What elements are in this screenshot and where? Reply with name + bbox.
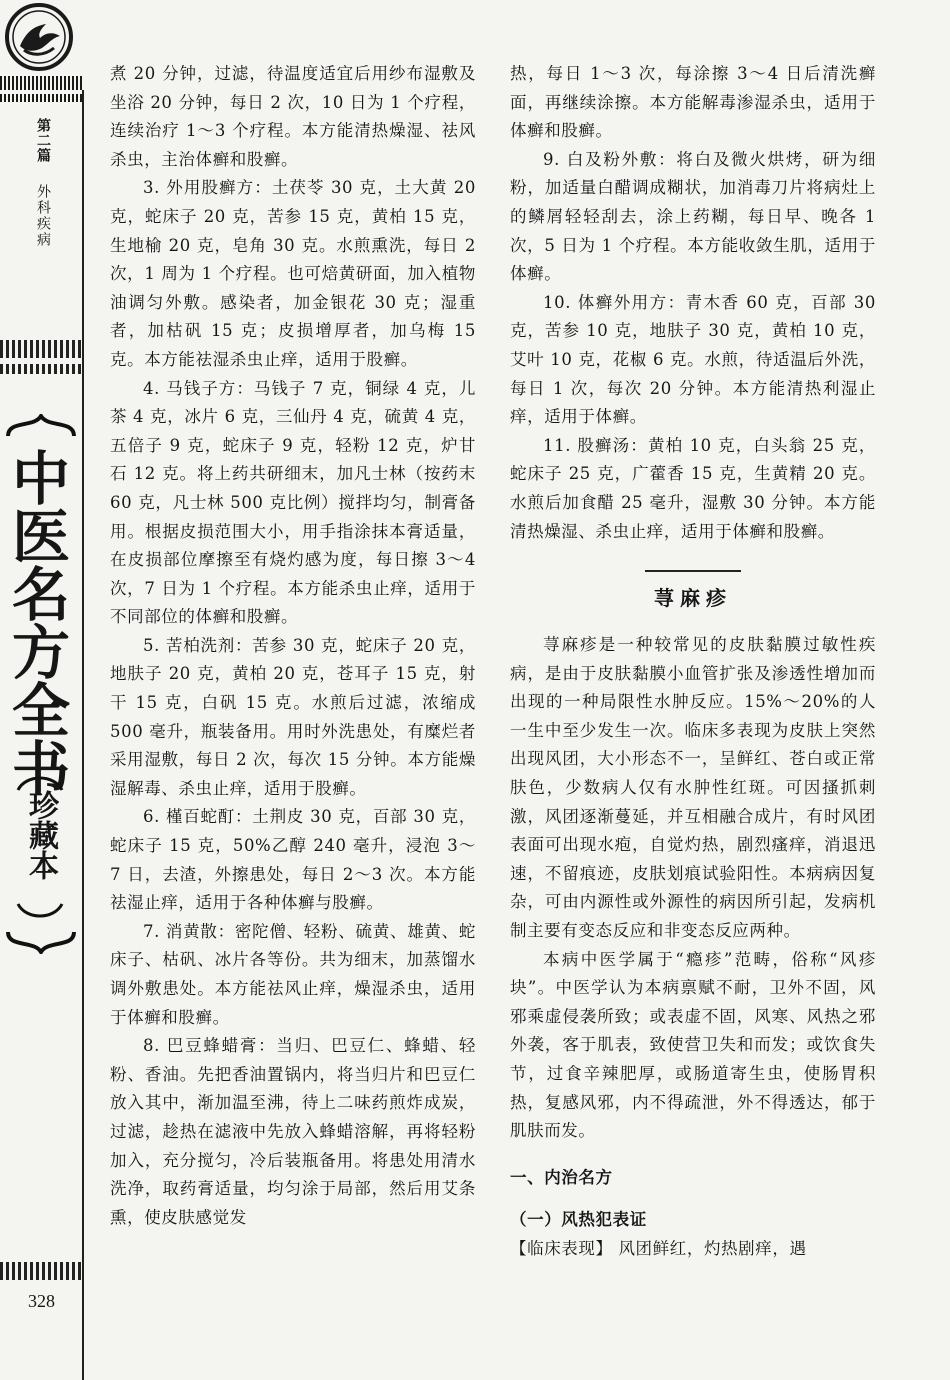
right-column xyxy=(510,60,876,1264)
brace-bottom-icon xyxy=(4,930,78,954)
decorative-dots xyxy=(0,1262,82,1280)
paragraph: 10. 体癣外用方：青木香 60 克，百部 30 克，苦参 10 克，地肤子 30 克，黄柏 10 克，艾叶 10 克，花椒 6 克。水煎，待适温后外洗，每日 1 次，每次 20 分钟。本方能清热利湿止痒，适用于体癣。 xyxy=(510,292,876,427)
paragraph: 6. 槿百蛇酊：土荆皮 30 克，百部 30 克，蛇床子 15 克，50%乙醇 240 毫升，浸泡 3～7 日，去渣，外擦患处，每日 2～3 次。本方能祛湿止痒，适用于各种体癣与股癣。 xyxy=(110,807,476,913)
subpart-label: 外科疾病 xyxy=(35,184,51,248)
paragraph: 煮 20 分钟，过滤，待温度适宜后用纱布湿敷及坐浴 20 分钟，每日 2 次，10 日为 1 个疗程，连续治疗 1～3 个疗程。本方能清热燥湿、祛风杀虫，主治体癣和股癣。 xyxy=(110,64,476,169)
decorative-dots xyxy=(0,364,82,374)
paragraph: 热，每日 1～3 次，每涂擦 3～4 日后清洗癣面，再继续涂擦。本方能解毒渗湿杀虫，适用于体癣和股癣。 xyxy=(510,64,876,141)
part-label: 第二篇 xyxy=(35,118,51,163)
left-column xyxy=(110,60,476,1232)
paragraph: 7. 消黄散：密陀僧、轻粉、硫黄、雄黄、蛇床子、枯矾、冰片各等份。共为细末，加蒸馏水调外敷患处。本方能祛风止痒，燥湿杀虫，适用于体癣和股癣。 xyxy=(110,921,476,1027)
paragraph: 11. 股癣汤：黄柏 10 克，白头翁 25 克，蛇床子 25 克，广藿香 15 克，生黄精 20 克。水煎后加食醋 25 毫升，湿敷 30 分钟。本方能清热燥湿、杀虫止痒，适用于体癣和股癣。 xyxy=(510,435,876,541)
heading-level-1: 一、内治名方 xyxy=(510,1167,613,1187)
paragraph: 5. 苦柏洗剂：苦参 30 克，蛇床子 20 克，地肤子 20 克，黄柏 20 克，苍耳子 15 克，射干 15 克，白矾 15 克。水煎后过滤，浓缩成 500 毫升，瓶装备用。用时外洗患处，有糜烂者采用湿敷，每日 2 次，每次 15 分钟。本方能燥湿解毒、杀虫止痒，适用于股癣。 xyxy=(110,635,476,798)
sidebar xyxy=(0,0,82,1380)
heading-level-2: （一）风热犯表证 xyxy=(510,1210,647,1230)
section-title: 荨麻疹 xyxy=(510,570,876,611)
page-number: 328 xyxy=(28,1291,55,1311)
decorative-dots xyxy=(0,340,82,358)
paren-top-icon xyxy=(14,772,66,792)
phoenix-logo-icon xyxy=(4,2,74,72)
paragraph: 9. 白及粉外敷：将白及微火烘烤，研为细粉，加适量白醋调成糊状，加消毒刀片将病灶上的鳞屑轻轻刮去，涂上药糊，每日早、晚各 1 次，5 日为 1 个疗程。本方能收敛生肌，适用于体癣。 xyxy=(510,149,876,284)
paragraph: 本病中医学属于“瘾疹”范畴，俗称“风疹块”。中医学认为本病禀赋不耐，卫外不固，风邪乘虚侵袭所致；或表虚不固，风寒、风热之邪外袭，客于肌表，致使营卫失和而发；或饮食失节，过食辛辣肥厚，或肠道寄生虫，使肠胃积热，复感风邪，内不得疏泄，外不得透达，郁于肌肤而发。 xyxy=(510,949,876,1141)
margin-rule xyxy=(82,90,84,1380)
paren-bottom-icon xyxy=(14,902,66,922)
paragraph: 4. 马钱子方：马钱子 7 克，铜绿 4 克，儿茶 4 克，冰片 6 克，三仙丹 4 克，硫黄 4 克，五倍子 9 克，蛇床子 9 克，轻粉 12 克，炉甘石 12 克。将上药共研细末，加凡士林（按药末 60 克，凡士林 500 克比例）搅拌均匀，制膏备用。根据皮损范围大小，用手指涂抹本膏适量，在皮损部位摩擦至有烧灼感为度，每日擦 3～4 次，7 日为 1 个疗程。本方能杀虫止痒，适用于不同部位的体癣和股癣。 xyxy=(110,378,476,627)
paragraph: 【临床表现】 风团鲜红，灼热剧痒，遇 xyxy=(510,1238,807,1258)
book-title: 中医名方全书 xyxy=(2,448,70,796)
decorative-bar xyxy=(0,76,82,90)
decorative-bar xyxy=(0,94,82,102)
paragraph: 8. 巴豆蜂蜡膏：当归、巴豆仁、蜂蜡、轻粉、香油。先把香油置锅内，将当归片和巴豆仁放入其中，渐加温至沸，待上二味药煎炸成炭，过滤，趁热在滤液中先放入蜂蜡溶解，再将轻粉加入，充分搅匀，冷后装瓶备用。将患处用清水洗净，取药膏适量，均匀涂于局部，然后用艾条熏，使皮肤感觉发 xyxy=(110,1036,476,1227)
brace-top-icon xyxy=(4,414,78,438)
paragraph: 荨麻疹是一种较常见的皮肤黏膜过敏性疾病，是由于皮肤黏膜小血管扩张及渗透性增加而出现的一种局限性水肿反应。15%～20%的人一生中至少发生一次。临床多表现为皮肤上突然出现风团，大小形态不一，呈鲜红、苍白或正常肤色，少数病人仅有水肿性红斑。可因搔抓刺激，风团逐渐蔓延，并互相融合成片，有时风团表面可出现水疱，自觉灼热，剧烈瘙痒，消退迅速，不留痕迹，皮肤划痕试验阳性。本病病因复杂，可由内源性或外源性的病因所引起，发病机制主要有变态反应和非变态反应两种。 xyxy=(510,635,876,941)
paragraph: 3. 外用股癣方：土茯苓 30 克，土大黄 20 克，蛇床子 20 克，苦参 15 克，黄柏 15 克，生地榆 20 克，皂角 30 克。水煎熏洗，每日 2 次，1 周为 1 个疗程。也可焙黄研面，加入植物油调匀外敷。感染者，加金银花 30 克；湿重者，加枯矾 15 克；皮损增厚者，加乌梅 15 克。本方能祛湿杀虫止痒，适用于股癣。 xyxy=(110,178,476,369)
edition-label: 珍藏本 xyxy=(23,790,58,880)
